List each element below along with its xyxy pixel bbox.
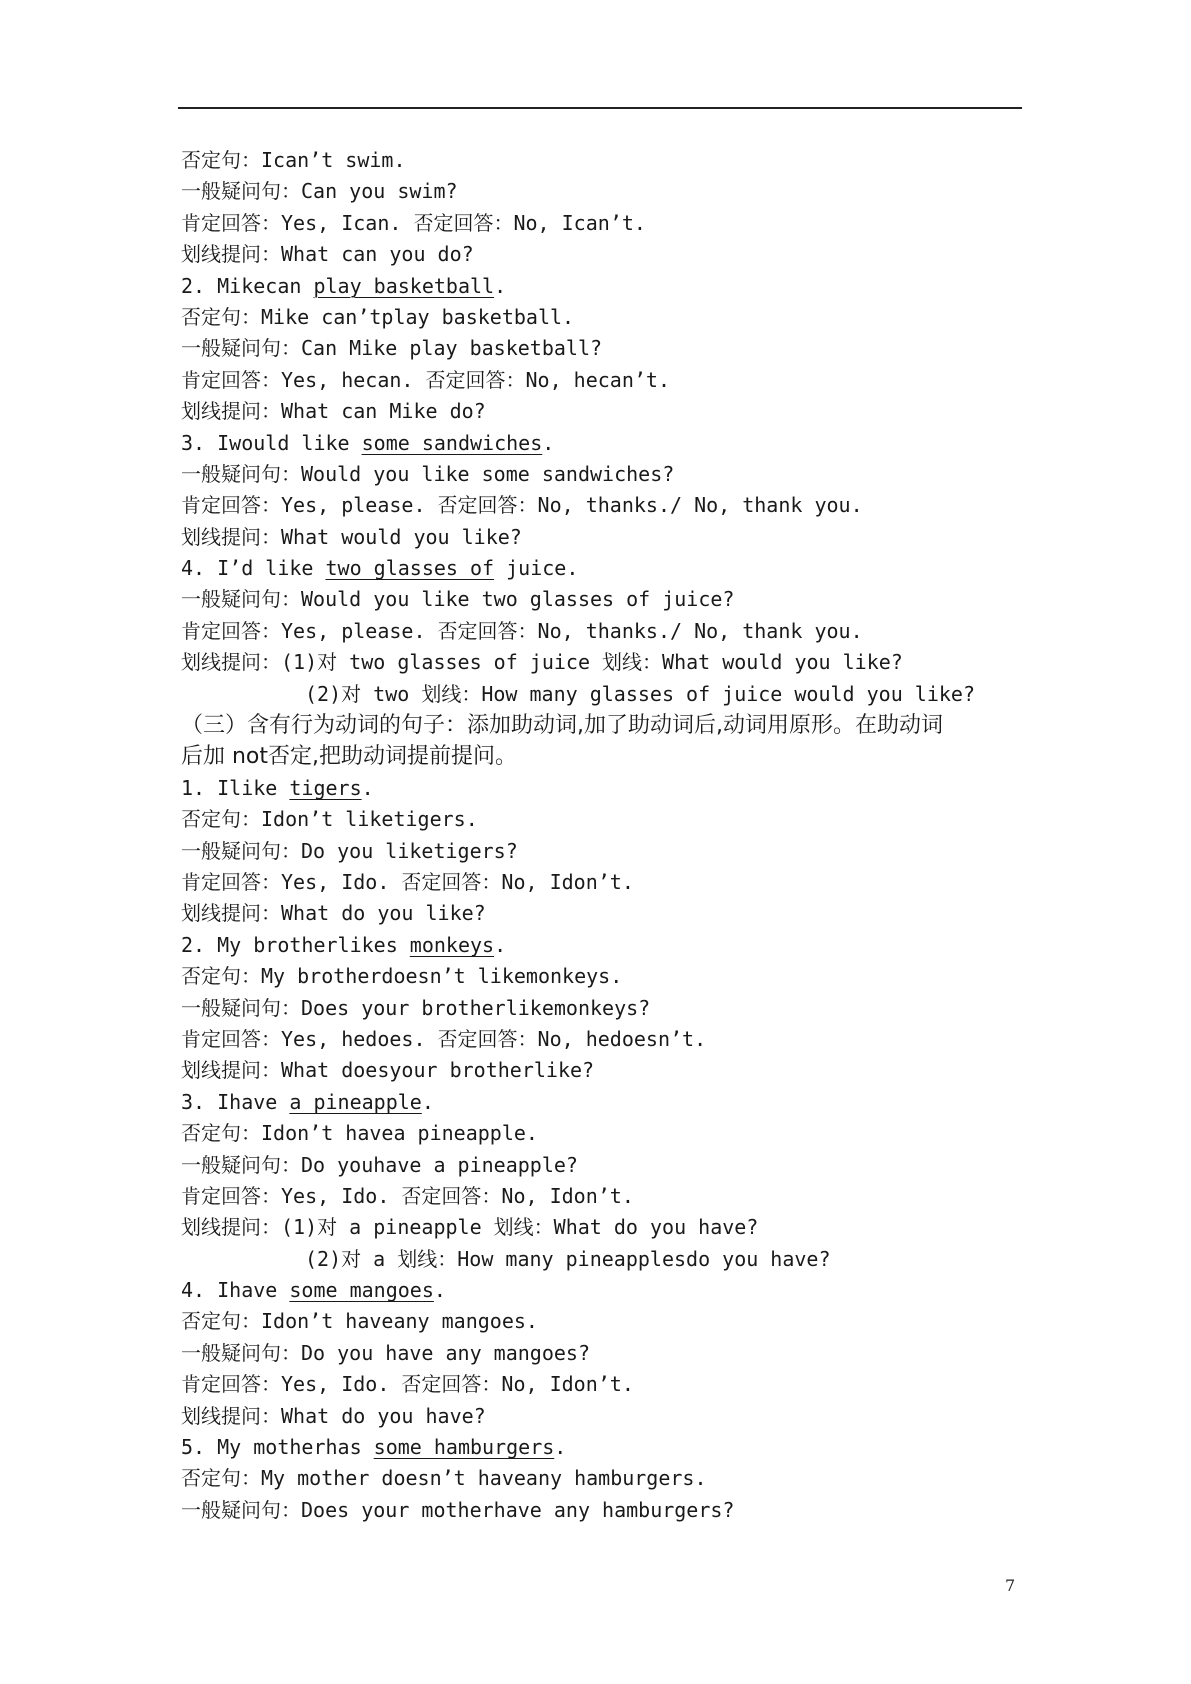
- text-line: 肯定回答：Yes, hecan. 否定回答：No, hecan’t.: [181, 367, 670, 392]
- line-suffix: .: [361, 775, 374, 800]
- line-prefix: 3. Iwould like: [181, 430, 362, 455]
- text-line: 后加 not否定,把助动词提前提问。: [181, 744, 518, 770]
- text-line: 否定句：Idon’t havea pineapple.: [181, 1121, 538, 1146]
- text-line: [181, 428, 1021, 459]
- text-line: 一般疑问句：Do you have any mangoes?: [181, 1340, 590, 1365]
- text-line: (2)对 a 划线：How many pineapplesdo you have?: [305, 1246, 831, 1271]
- text-line: 划线提问：(1)对 two glasses of juice 划线：What would you like?: [181, 650, 903, 675]
- page-number: 7: [1005, 1576, 1016, 1595]
- underlined-phrase: some mangoes: [289, 1278, 434, 1303]
- line-prefix: 2. My brotherlikes: [181, 932, 410, 957]
- document-body: [181, 145, 1021, 1526]
- text-line: [181, 271, 1021, 302]
- line-suffix: .: [554, 1435, 567, 1460]
- text-line: 否定句：Idon’t haveany mangoes.: [181, 1309, 538, 1334]
- line-suffix: .: [433, 1278, 446, 1303]
- text-line: 肯定回答：Yes, Ido. 否定回答：No, Idon’t.: [181, 1183, 634, 1208]
- line-suffix: .: [494, 273, 507, 298]
- text-line: 一般疑问句：Can you swim?: [181, 179, 458, 204]
- text-line: 一般疑问句：Would you like some sandwiches?: [181, 461, 675, 486]
- text-line: 肯定回答：Yes, Ido. 否定回答：No, Idon’t.: [181, 869, 634, 894]
- underlined-phrase: play basketball: [313, 273, 495, 298]
- line-suffix: juice.: [494, 556, 579, 581]
- line-prefix: 4. I’d like: [181, 556, 326, 581]
- text-line: （三）含有行为动词的句子：添加助动词,加了助动词后,动词用原形。在助动词: [181, 713, 943, 739]
- header-rule: [178, 107, 1022, 109]
- text-line: 否定句：Idon’t liketigers.: [181, 807, 478, 832]
- text-line: 肯定回答：Yes, Ido. 否定回答：No, Idon’t.: [181, 1372, 634, 1397]
- text-line: 划线提问：What do you like?: [181, 901, 486, 926]
- text-line: (2)对 two 划线：How many glasses of juice would you like?: [305, 681, 976, 706]
- text-line: 划线提问：What would you like?: [181, 524, 522, 549]
- text-line: 划线提问：What can you do?: [181, 242, 474, 267]
- text-line: 一般疑问句：Does your motherhave any hamburgers?: [181, 1497, 735, 1522]
- text-line: 否定句：Mike can’tplay basketball.: [181, 304, 575, 329]
- text-line: [181, 553, 1021, 584]
- text-line: 一般疑问句：Would you like two glasses of juice?: [181, 587, 735, 612]
- line-suffix: .: [494, 932, 507, 957]
- text-line: 划线提问：What doesyour brotherlike?: [181, 1058, 595, 1083]
- line-prefix: 2. Mikecan: [181, 273, 314, 298]
- text-line: 划线提问：(1)对 a pineapple 划线：What do you have?: [181, 1215, 759, 1240]
- text-line: 一般疑问句：Do you liketigers?: [181, 838, 518, 863]
- underlined-phrase: some hamburgers: [373, 1435, 555, 1460]
- underlined-phrase: two glasses of: [325, 556, 495, 581]
- underlined-phrase: a pineapple: [289, 1089, 422, 1114]
- text-line: 否定句：Ican’t swim.: [181, 148, 406, 172]
- text-line: 划线提问：What do you have?: [181, 1403, 486, 1428]
- text-line: 一般疑问句：Do youhave a pineapple?: [181, 1152, 578, 1177]
- text-line: [181, 930, 1021, 961]
- line-suffix: .: [542, 430, 555, 455]
- text-line: 肯定回答：Yes, please. 否定回答：No, thanks./ No, thank you.: [181, 618, 863, 643]
- underlined-phrase: monkeys: [409, 932, 495, 957]
- underlined-phrase: tigers: [289, 775, 362, 800]
- text-line: [181, 1275, 1021, 1306]
- line-suffix: .: [421, 1089, 434, 1114]
- line-prefix: 3. Ihave: [181, 1089, 290, 1114]
- text-line: 划线提问：What can Mike do?: [181, 399, 486, 424]
- text-line: 肯定回答：Yes, please. 否定回答：No, thanks./ No, thank you.: [181, 493, 863, 518]
- text-line: 否定句：My mother doesn’t haveany hamburgers.: [181, 1466, 707, 1491]
- text-line: 一般疑问句：Can Mike play basketball?: [181, 336, 603, 361]
- text-line: 一般疑问句：Does your brotherlikemonkeys?: [181, 995, 651, 1020]
- text-line: [181, 1087, 1021, 1118]
- text-line: 肯定回答：Yes, hedoes. 否定回答：No, hedoesn’t.: [181, 1026, 707, 1051]
- text-line: [181, 773, 1021, 804]
- text-line: 否定句：My brotherdoesn’t likemonkeys.: [181, 964, 623, 989]
- line-prefix: 5. My motherhas: [181, 1435, 374, 1460]
- line-prefix: 1. Ilike: [181, 775, 290, 800]
- text-line: 肯定回答：Yes, Ican. 否定回答：No, Ican’t.: [181, 210, 646, 235]
- line-prefix: 4. Ihave: [181, 1278, 290, 1303]
- underlined-phrase: some sandwiches: [361, 430, 543, 455]
- text-line: [181, 1432, 1021, 1463]
